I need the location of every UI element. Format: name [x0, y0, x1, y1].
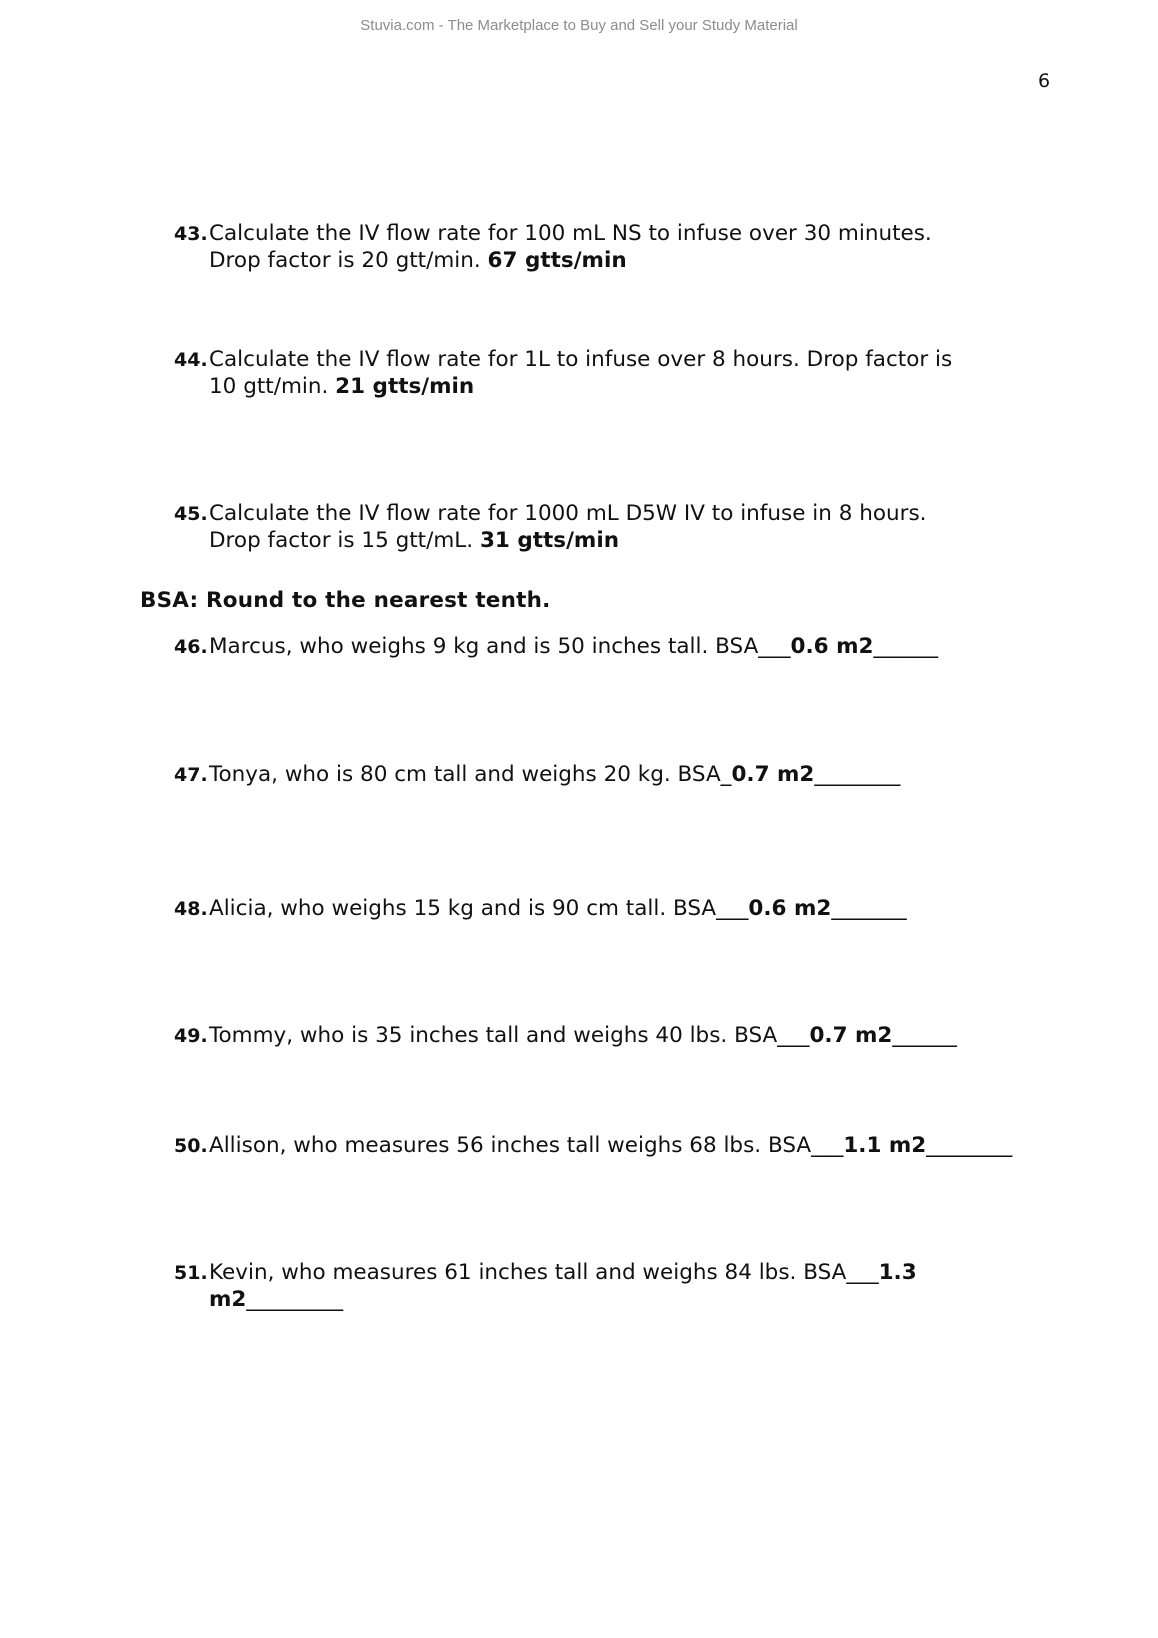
question-44 — [174, 346, 974, 400]
question-number: 51. — [174, 1262, 208, 1284]
question-number: 47. — [174, 764, 208, 786]
question-answer: 1.1 m2 — [843, 1133, 927, 1158]
answer-blank: _________ — [246, 1287, 344, 1312]
question-text — [209, 1259, 939, 1313]
question-prompt: Tommy, who is 35 inches tall and weighs 40 lbs. BSA___ — [209, 1023, 810, 1048]
question-answer: 0.7 m2 — [731, 762, 815, 787]
question-51 — [174, 1259, 939, 1313]
question-prompt: Alicia, who weighs 15 kg and is 90 cm tall. BSA___ — [209, 896, 749, 921]
question-43 — [174, 220, 964, 274]
question-prompt: Kevin, who measures 61 inches tall and weighs 84 lbs. BSA___ — [209, 1260, 879, 1285]
answer-blank: ________ — [814, 762, 901, 787]
question-47 — [174, 761, 1004, 788]
question-prompt: Marcus, who weighs 9 kg and is 50 inches tall. BSA___ — [209, 634, 791, 659]
question-text — [209, 761, 1004, 788]
question-number: 48. — [174, 898, 208, 920]
question-text — [209, 1022, 1004, 1049]
question-answer: 0.7 m2 — [809, 1023, 893, 1048]
question-text — [209, 895, 1004, 922]
question-46 — [174, 633, 1004, 660]
question-48 — [174, 895, 1004, 922]
question-number: 49. — [174, 1025, 208, 1047]
question-number: 45. — [174, 503, 208, 525]
question-answer: 0.6 m2 — [790, 634, 874, 659]
watermark: Stuvia.com - The Marketplace to Buy and Sell your Study Material — [360, 17, 798, 34]
question-50 — [174, 1132, 1074, 1159]
answer-blank: ______ — [873, 634, 938, 659]
answer-blank: ________ — [926, 1133, 1013, 1158]
question-text — [209, 500, 964, 554]
question-answer: 31 gtts/min — [479, 528, 620, 553]
question-prompt: Calculate the IV flow rate for 1000 mL D5W IV to infuse in 8 hours. Drop factor is 15 gtt/mL. — [209, 501, 927, 553]
question-prompt: Calculate the IV flow rate for 100 mL NS to infuse over 30 minutes. Drop factor is 20 gtt/min. — [209, 221, 932, 273]
question-number: 44. — [174, 349, 208, 371]
question-prompt: Tonya, who is 80 cm tall and weighs 20 kg. BSA_ — [209, 762, 732, 787]
question-number: 46. — [174, 636, 208, 658]
answer-blank: ______ — [892, 1023, 957, 1048]
question-prompt: Calculate the IV flow rate for 1L to infuse over 8 hours. Drop factor is 10 gtt/min. — [209, 347, 953, 399]
page-number: 6 — [1038, 70, 1051, 92]
question-number: 50. — [174, 1135, 208, 1157]
question-text — [209, 220, 964, 274]
question-answer: 1.3 m2 — [209, 1260, 917, 1312]
question-45 — [174, 500, 964, 554]
answer-blank: _______ — [831, 896, 907, 921]
question-49 — [174, 1022, 1004, 1049]
question-answer: 0.6 m2 — [748, 896, 832, 921]
question-prompt: Allison, who measures 56 inches tall weighs 68 lbs. BSA___ — [209, 1133, 844, 1158]
question-text — [209, 633, 1004, 660]
question-text — [209, 1132, 1074, 1159]
question-answer: 21 gtts/min — [335, 374, 475, 399]
section-heading-bsa: BSA: Round to the nearest tenth. — [140, 588, 551, 613]
question-text — [209, 346, 974, 400]
question-number: 43. — [174, 223, 208, 245]
question-answer: 67 gtts/min — [487, 248, 627, 273]
